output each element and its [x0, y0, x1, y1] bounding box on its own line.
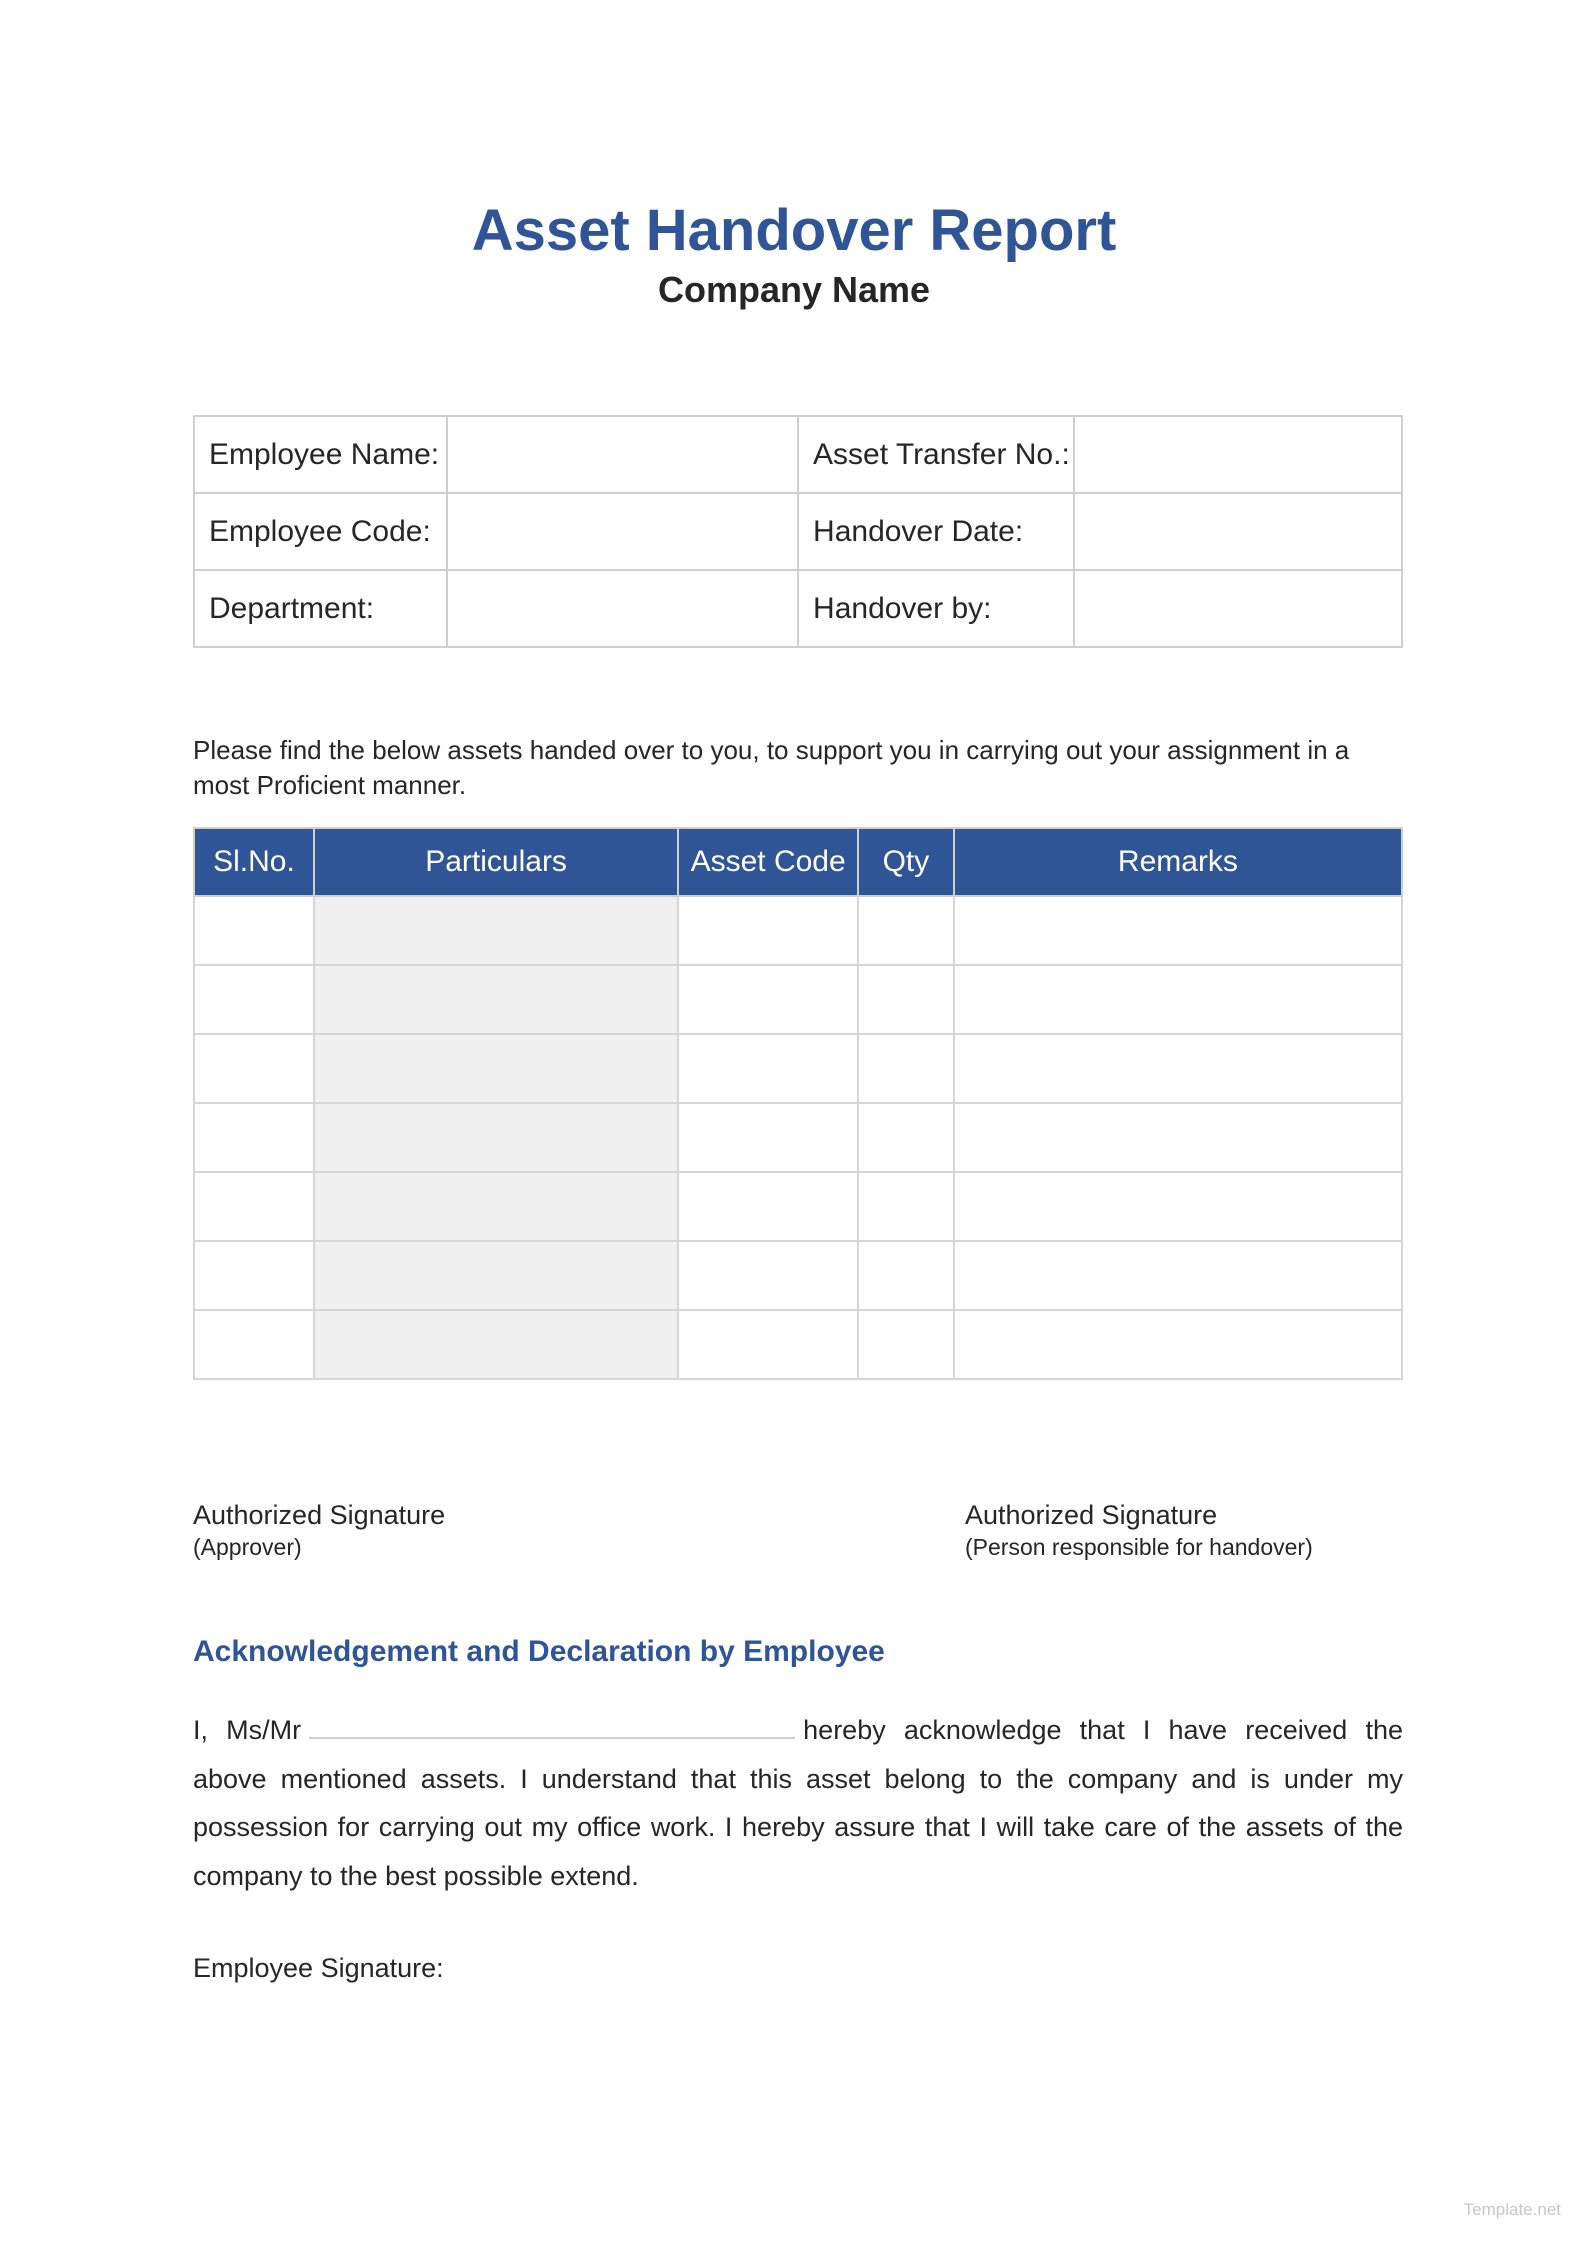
table-row: [194, 1172, 1402, 1241]
handover-signature-title: Authorized Signature: [965, 1500, 1218, 1530]
table-row: [194, 965, 1402, 1034]
department-label: Department:: [194, 570, 447, 647]
qty-cell[interactable]: [858, 1172, 954, 1241]
acknowledgement-heading: Acknowledgement and Declaration by Employee: [193, 1635, 885, 1668]
qty-cell[interactable]: [858, 1034, 954, 1103]
watermark: Template.net: [1463, 2200, 1561, 2219]
employee-signature-label: Employee Signature:: [193, 1953, 444, 1983]
qty-cell[interactable]: [858, 1241, 954, 1310]
approver-signature-subtitle: (Approver): [193, 1534, 302, 1560]
qty-cell[interactable]: [858, 896, 954, 965]
employee-code-field[interactable]: [447, 493, 798, 570]
sl-no-cell[interactable]: [194, 1310, 314, 1379]
asset-code-cell[interactable]: [678, 1034, 858, 1103]
remarks-cell[interactable]: [954, 896, 1402, 965]
acknowledgement-text: hereby acknowledge that I have received the above mentioned assets. I understand that this asset belong to the company and is under my possession for carrying out my office work. I hereby assure that I will take care of the assets of the company to the best possible extend.: [193, 1715, 1403, 1891]
remarks-cell[interactable]: [954, 1034, 1402, 1103]
handover-by-field[interactable]: [1074, 570, 1402, 647]
asset-code-cell[interactable]: [678, 965, 858, 1034]
handover-signature-block: [965, 1498, 1313, 1562]
remarks-cell[interactable]: [954, 1241, 1402, 1310]
header-asset-code: Asset Code: [678, 828, 858, 896]
acknowledgement-body: [193, 1706, 1403, 1900]
sl-no-cell[interactable]: [194, 965, 314, 1034]
sl-no-cell[interactable]: [194, 1034, 314, 1103]
particulars-cell[interactable]: [314, 1034, 678, 1103]
asset-table-header: [194, 828, 1402, 896]
remarks-cell[interactable]: [954, 1310, 1402, 1379]
employee-code-label: Employee Code:: [194, 493, 447, 570]
asset-transfer-no-field[interactable]: [1074, 416, 1402, 493]
handover-signature-subtitle: (Person responsible for handover): [965, 1534, 1313, 1560]
qty-cell[interactable]: [858, 965, 954, 1034]
remarks-cell[interactable]: [954, 965, 1402, 1034]
sl-no-cell[interactable]: [194, 1241, 314, 1310]
header-particulars: Particulars: [314, 828, 678, 896]
info-row: [194, 570, 1402, 647]
acknowledgement-prefix: I, Ms/Mr: [193, 1715, 302, 1745]
sl-no-cell[interactable]: [194, 1103, 314, 1172]
qty-cell[interactable]: [858, 1310, 954, 1379]
handover-date-field[interactable]: [1074, 493, 1402, 570]
department-field[interactable]: [447, 570, 798, 647]
qty-cell[interactable]: [858, 1103, 954, 1172]
page-title: Asset Handover Report: [471, 198, 1117, 263]
handover-date-label: Handover Date:: [798, 493, 1074, 570]
particulars-cell[interactable]: [314, 1103, 678, 1172]
approver-signature-title: Authorized Signature: [193, 1500, 446, 1530]
particulars-cell[interactable]: [314, 1241, 678, 1310]
asset-transfer-no-label: Asset Transfer No.:: [798, 416, 1074, 493]
asset-code-cell[interactable]: [678, 896, 858, 965]
intro-text: Please find the below assets handed over to you, to support you in carrying out your assignment in a most Proficient manner.: [193, 735, 1350, 800]
asset-code-cell[interactable]: [678, 1103, 858, 1172]
employee-name-label: Employee Name:: [194, 416, 447, 493]
asset-code-cell[interactable]: [678, 1172, 858, 1241]
asset-table: [193, 827, 1403, 1380]
particulars-cell[interactable]: [314, 896, 678, 965]
info-row: [194, 493, 1402, 570]
particulars-cell[interactable]: [314, 1172, 678, 1241]
asset-table-body: [194, 896, 1402, 1379]
table-row: [194, 1103, 1402, 1172]
table-row: [194, 1241, 1402, 1310]
asset-code-cell[interactable]: [678, 1310, 858, 1379]
approver-signature-block: [193, 1498, 445, 1562]
asset-code-cell[interactable]: [678, 1241, 858, 1310]
sl-no-cell[interactable]: [194, 896, 314, 965]
remarks-cell[interactable]: [954, 1103, 1402, 1172]
remarks-cell[interactable]: [954, 1172, 1402, 1241]
employee-name-field[interactable]: [447, 416, 798, 493]
header-remarks: Remarks: [954, 828, 1402, 896]
particulars-cell[interactable]: [314, 1310, 678, 1379]
header-sl-no: Sl.No.: [194, 828, 314, 896]
table-row: [194, 1310, 1402, 1379]
table-row: [194, 896, 1402, 965]
sl-no-cell[interactable]: [194, 1172, 314, 1241]
header-qty: Qty: [858, 828, 954, 896]
handover-by-label: Handover by:: [798, 570, 1074, 647]
particulars-cell[interactable]: [314, 965, 678, 1034]
table-row: [194, 1034, 1402, 1103]
employee-info-table: [193, 415, 1403, 648]
company-name: Company Name: [657, 269, 931, 310]
info-row: [194, 416, 1402, 493]
employee-name-blank[interactable]: [309, 1711, 795, 1739]
